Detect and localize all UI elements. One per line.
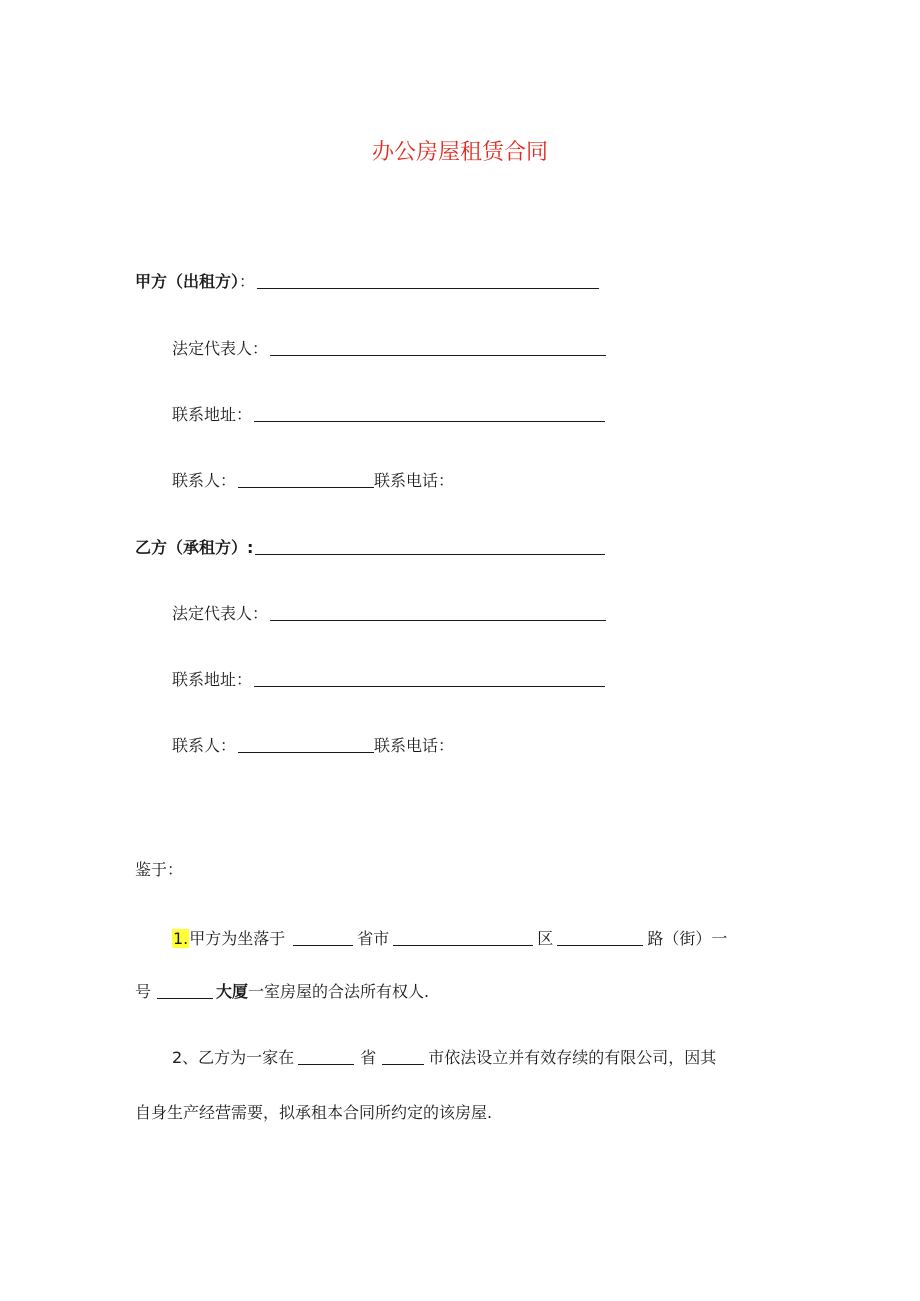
party-b-address-line (172, 668, 605, 690)
party-b-legal-rep-label: 法定代表人： (172, 604, 269, 623)
item2-province: 省 (360, 1048, 377, 1067)
party-a-address-label: 联系地址： (172, 405, 253, 424)
party-a-legal-rep-label: 法定代表人： (172, 339, 269, 358)
item1-city-blank[interactable] (393, 927, 533, 946)
item1-road: 路（街）一 (647, 929, 728, 948)
item2-province-blank[interactable] (298, 1046, 354, 1065)
party-b-address-blank[interactable] (254, 668, 605, 687)
party-b-contact-line (172, 734, 454, 756)
party-a-colon: ： (239, 272, 256, 291)
item1-province: 省市 (357, 929, 390, 948)
whereas-item1-line1 (172, 927, 727, 949)
item1-number: 1. (173, 929, 189, 948)
party-a-contact-line (172, 469, 454, 491)
party-a-phone-label: 联系电话： (374, 471, 455, 490)
item1-text-a: 甲方为坐落于 (189, 929, 286, 948)
item1-number-label: 号 (135, 982, 152, 1001)
party-b-line (135, 536, 605, 558)
item1-district-blank[interactable] (557, 927, 643, 946)
item2-text-a: 2、乙方为一家在 (172, 1048, 295, 1067)
party-a-address-line (172, 403, 605, 425)
item1-text-end: 一室房屋的合法所有权人. (248, 982, 430, 1001)
item2-text-b: 市依法设立并有效存续的有限公司，因其 (428, 1048, 717, 1067)
party-a-contact-blank[interactable] (238, 469, 374, 488)
party-b-legal-rep-blank[interactable] (270, 602, 606, 621)
whereas-item2-line1 (172, 1046, 716, 1068)
item1-province-blank[interactable] (293, 927, 353, 946)
party-b-address-label: 联系地址： (172, 670, 253, 689)
party-b-phone-label: 联系电话： (374, 736, 455, 755)
party-a-line (135, 270, 599, 292)
item1-district: 区 (537, 929, 554, 948)
item1-house-number-blank[interactable] (157, 980, 213, 999)
party-b-heading: 乙方（承租方）: (135, 538, 254, 557)
party-b-contact-blank[interactable] (238, 734, 374, 753)
item1-building: 大厦 (216, 982, 249, 1001)
party-b-legal-rep-line (172, 602, 606, 624)
party-a-address-blank[interactable] (254, 403, 605, 422)
party-a-legal-rep-line (172, 337, 606, 359)
whereas-item1-line2 (135, 980, 429, 1002)
party-a-name-blank[interactable] (257, 270, 599, 289)
whereas-item2-line2: 自身生产经营需要，拟承租本合同所约定的该房屋. (135, 1103, 493, 1122)
item2-city-blank[interactable] (382, 1046, 424, 1065)
party-a-legal-rep-blank[interactable] (270, 337, 606, 356)
whereas-label: 鉴于： (135, 860, 184, 879)
party-a-contact-label: 联系人： (172, 471, 237, 490)
party-a-heading: 甲方（出租方） (135, 272, 240, 291)
party-b-contact-label: 联系人： (172, 736, 237, 755)
party-b-name-blank[interactable] (255, 536, 605, 555)
document-title: 办公房屋租赁合同 (371, 140, 548, 165)
